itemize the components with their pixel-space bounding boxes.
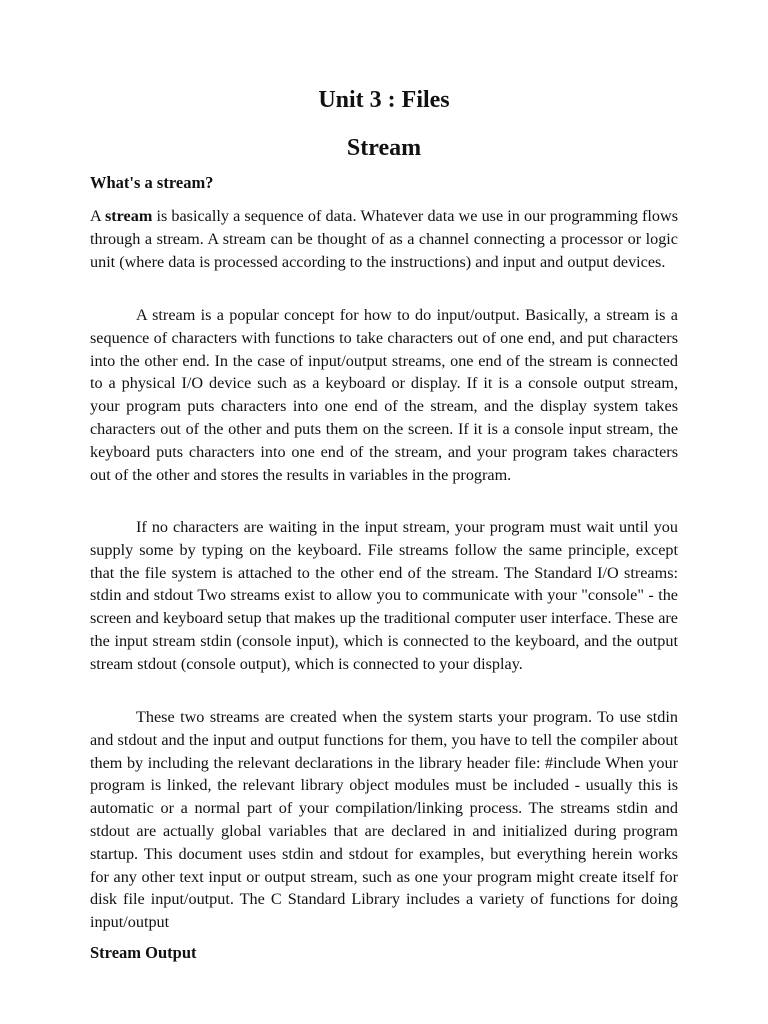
paragraph-2: A stream is a popular concept for how to do input/output. Basically, a stream is a sequence of characters with functions to take characters out of one end, and put characters into the other end. In the case of input/output streams, one end of the stream is connected to a physical I/O device such as a keyboard or display. If it is a console output stream, your program puts characters into one end of the stream, and the display system takes characters out of the other and puts them on the screen. If it is a console input stream, the keyboard puts characters into one end of the stream, and your program takes characters out of the other and stores the results in variables in the program. xyxy=(90,306,678,484)
section-title: Stream xyxy=(346,135,422,161)
paragraph-3: If no characters are waiting in the input stream, your program must wait until you supply some by typing on the keyboard. File streams follow the same principle, except that the file system is attached to the other end of the stream. The Standard I/O streams: stdin and stdout Two streams exist to allow you to communicate with your "console" - the screen and keyboard setup that makes up the traditional computer user interface. These are the input stream stdin (console input), which is connected to the keyboard, and the output stream stdout (console output), which is connected to your display. xyxy=(90,518,678,673)
paragraph-1-lead: A xyxy=(90,207,105,225)
paragraph-1 xyxy=(90,205,678,273)
paragraph-1-bold-term: stream xyxy=(104,207,153,225)
paragraph-1-rest: is basically a sequence of data. Whatever data we use in our programming flows through a stream. A stream can be thought of as a channel connecting a processor or logic unit (where data is processed according to the instructions) and input and output devices. xyxy=(90,207,678,271)
subheading-whats-a-stream: What's a stream? xyxy=(90,173,214,192)
unit-title: Unit 3 : Files xyxy=(318,87,450,113)
paragraph-4: These two streams are created when the system starts your program. To use stdin and stdout and the input and output functions for them, you have to tell the compiler about them by including the relevant declarations in the library header file: #include When your program is linked, the relevant library object modules must be included - usually this is automatic or a normal part of your compilation/linking process. The streams stdin and stdout are actually global variables that are declared in and initialized during program startup. This document uses stdin and stdout for examples, but everything herein works for any other text input or output stream, such as one your program might create itself for disk file input/output. The C Standard Library includes a variety of functions for doing input/output xyxy=(90,708,678,932)
subheading-stream-output: Stream Output xyxy=(90,943,197,962)
